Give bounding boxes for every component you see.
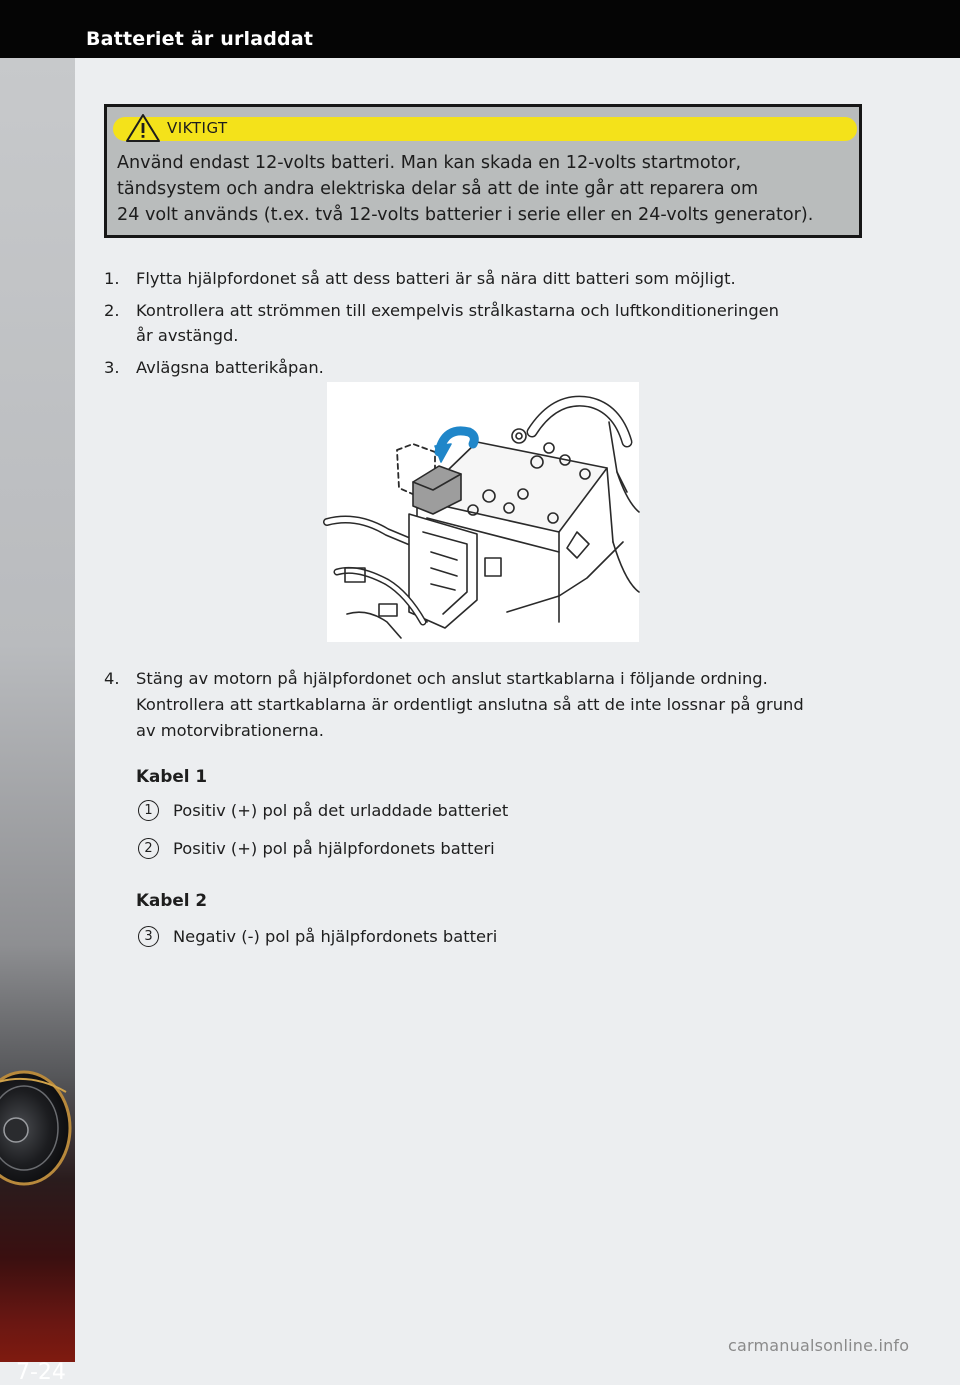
battery-drawing — [327, 382, 639, 642]
cable-1-item-2 — [138, 838, 495, 859]
warning-line: 24 volt används (t.ex. två 12-volts batterier i serie eller en 24-volts generator). — [117, 205, 814, 225]
cable-item-text: Negativ (-) pol på hjälpfordonets batteri — [173, 927, 498, 946]
header-bar — [0, 0, 960, 58]
warning-line: Använd endast 12-volts batteri. Man kan skada en 12-volts startmotor, — [117, 153, 742, 173]
headlamp-graphic — [0, 1068, 72, 1188]
step-number: 3. — [104, 358, 120, 377]
step-text: Kontrollera att strömmen till exempelvis strålkastarna och luftkonditioneringen år avstängd. — [136, 301, 779, 345]
step-text: Stäng av motorn på hjälpfordonet och anslut startkablarna i följande ordning. Kontrollera att startkablarna är ordentligt anslutna så att de inte lossnar på grund av motorvibrationerna. — [136, 669, 804, 740]
page-number: 7-24 — [16, 1360, 66, 1385]
cable-item-text: Positiv (+) pol på det urladdade batteriet — [173, 801, 509, 820]
cable-2-item-1 — [138, 926, 497, 947]
cable-item-text: Positiv (+) pol på hjälpfordonets batteri — [173, 839, 495, 858]
warning-box — [104, 104, 862, 238]
watermark: carmanualsonline.info — [728, 1336, 910, 1355]
step-number: 1. — [104, 269, 120, 288]
warning-label: VIKTIGT — [167, 119, 228, 137]
circled-number-badge: 2 — [138, 838, 159, 859]
step-number: 4. — [104, 669, 120, 688]
circled-number-badge: 3 — [138, 926, 159, 947]
sidebar — [0, 58, 75, 1385]
warning-line: tändsystem och andra elektriska delar så att de inte går att reparera om — [117, 179, 759, 199]
battery-cover-illustration — [327, 382, 639, 642]
cable-2-heading: Kabel 2 — [136, 890, 207, 910]
warning-text — [117, 150, 857, 228]
step-list — [104, 266, 874, 387]
warning-triangle-icon — [125, 113, 161, 143]
step-text: Avlägsna batterikåpan. — [136, 358, 324, 377]
cable-1-heading: Kabel 1 — [136, 766, 207, 786]
step-text: Flytta hjälpfordonet så att dess batteri är så nära ditt batteri som möjligt. — [136, 269, 736, 288]
page-title: Batteriet är urladdat — [86, 28, 314, 50]
list-item — [104, 298, 874, 348]
circled-number-badge: 1 — [138, 800, 159, 821]
list-item — [104, 666, 894, 744]
step-number: 2. — [104, 301, 120, 320]
list-item — [104, 266, 874, 291]
list-item — [104, 355, 874, 380]
cable-1-item-1 — [138, 800, 508, 821]
step-4 — [104, 666, 894, 744]
